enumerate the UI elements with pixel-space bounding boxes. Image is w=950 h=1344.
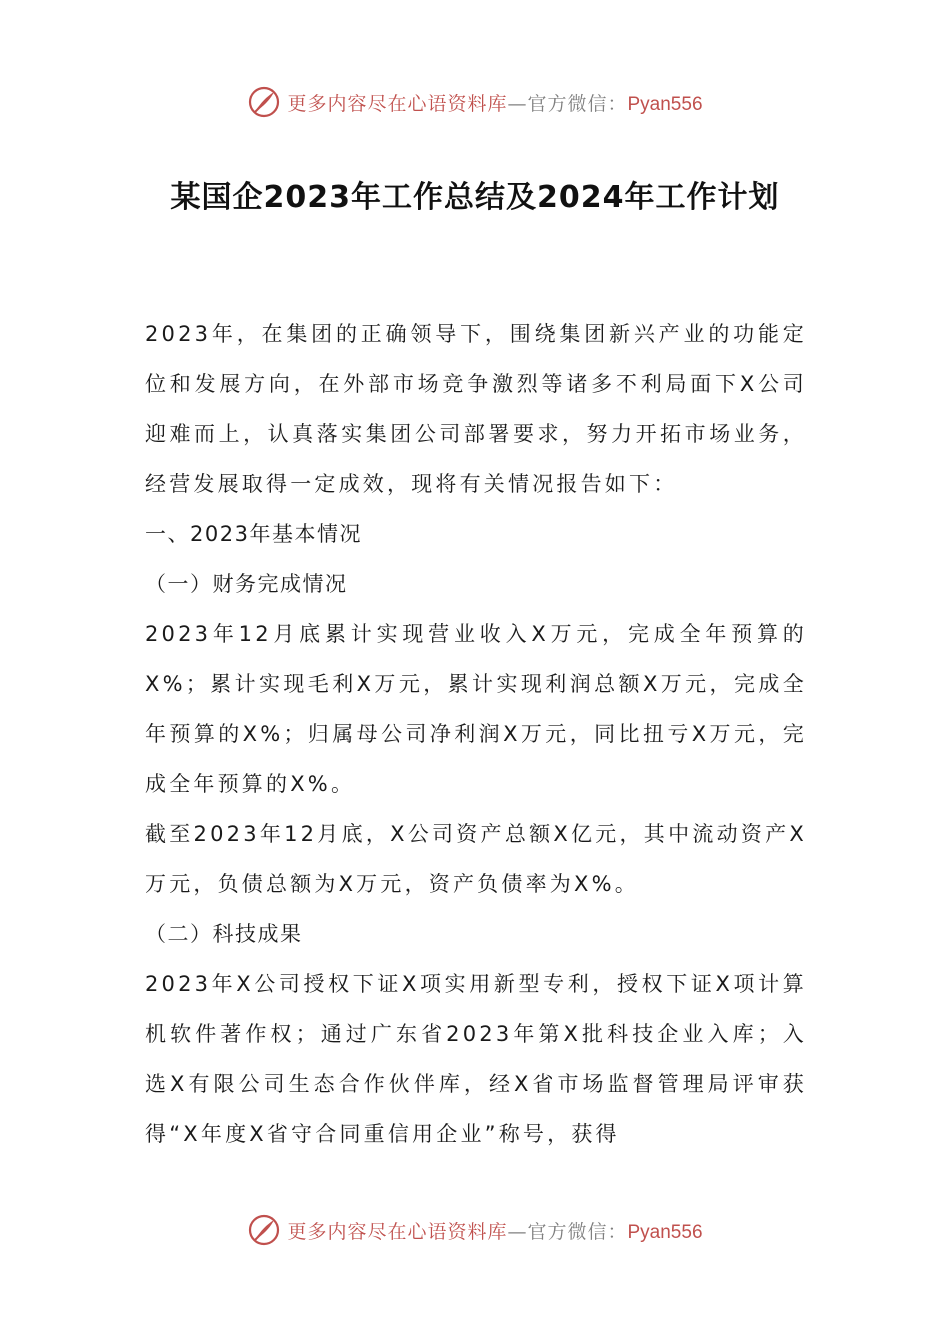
document-body: [145, 309, 807, 1159]
watermark-text: [287, 1217, 702, 1244]
watermark-main: 更多内容尽在心语资料库: [287, 92, 508, 115]
paragraph-intro: 2023年，在集团的正确领导下，围绕集团新兴产业的功能定位和发展方向，在外部市场竞争激烈等诸多不利局面下X公司迎难而上，认真落实集团公司部署要求，努力开拓市场业务，经营发展取得一定成效，现将有关情况报告如下：: [145, 322, 807, 496]
watermark-footer: [0, 1210, 950, 1250]
quill-logo-icon: [247, 85, 281, 119]
section-heading-1: 一、2023年基本情况: [145, 522, 362, 546]
watermark-sub: —官方微信：: [507, 1220, 628, 1243]
watermark-id: Pyan556: [627, 93, 703, 115]
paragraph-tech: 2023年X公司授权下证X项实用新型专利，授权下证X项计算机软件著作权；通过广东省2023年第X批科技企业入库；入选X有限公司生态合作伙伴库，经X省市场监督管理局评审获得“X年度X省守合同重信用企业”称号，获得: [145, 972, 807, 1146]
watermark-id: Pyan556: [627, 1221, 703, 1243]
paragraph-assets: 截至2023年12月底，X公司资产总额X亿元，其中流动资产X万元，负债总额为X万元，资产负债率为X%。: [145, 822, 807, 896]
watermark-header: [0, 82, 950, 122]
document-title: 某国企2023年工作总结及2024年工作计划: [170, 180, 780, 215]
paragraph-finance: 2023年12月底累计实现营业收入X万元，完成全年预算的X%；累计实现毛利X万元，累计实现利润总额X万元，完成全年预算的X%；归属母公司净利润X万元，同比扭亏X万元，完成全年预算的X%。: [145, 622, 807, 796]
watermark-main: 更多内容尽在心语资料库: [287, 1220, 508, 1243]
subsection-heading-finance: （一）财务完成情况: [145, 572, 348, 596]
subsection-heading-tech: （二）科技成果: [145, 922, 303, 946]
watermark-sub: —官方微信：: [507, 92, 628, 115]
quill-logo-icon: [247, 1213, 281, 1247]
watermark-text: [287, 89, 702, 116]
